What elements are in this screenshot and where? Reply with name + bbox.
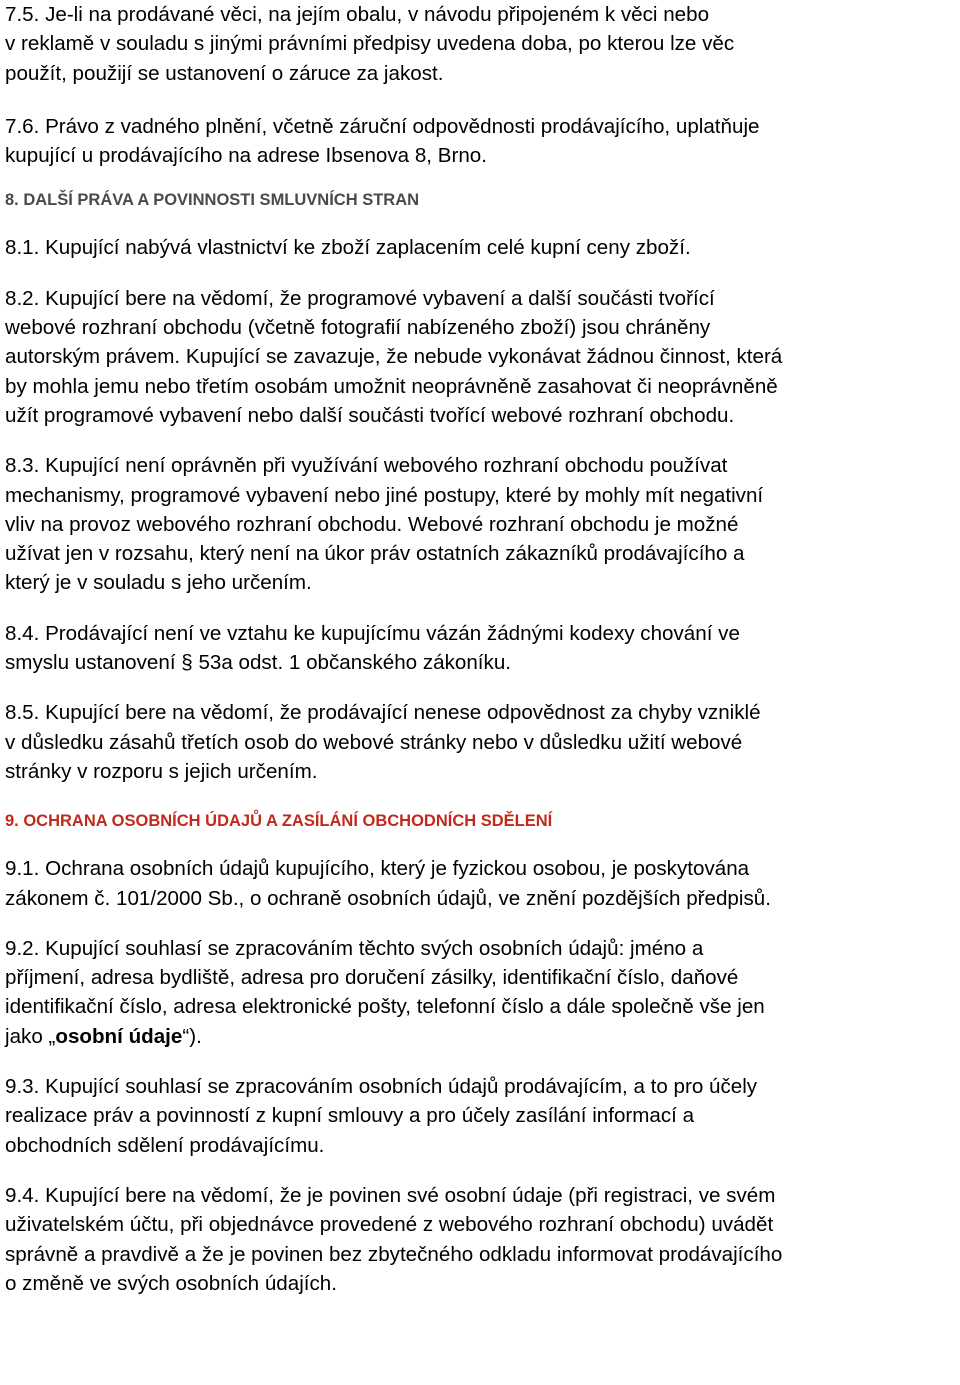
paragraph-8-2 xyxy=(5,284,957,430)
paragraph-9-3 xyxy=(5,1072,957,1160)
paragraph-line: 9.2. Kupující souhlasí se zpracováním těchto svých osobních údajů: jméno a xyxy=(5,936,704,960)
paragraph-line: 8.3. Kupující není oprávněn při využívání webového rozhraní obchodu používat xyxy=(5,454,728,478)
paragraph-9-2 xyxy=(5,934,957,1051)
paragraph-line: vliv na provoz webového rozhraní obchodu. Webové rozhraní obchodu je možné xyxy=(5,512,739,536)
bold-term: osobní údaje xyxy=(55,1024,183,1048)
paragraph-8-4 xyxy=(5,619,957,678)
paragraph-line: autorským právem. Kupující se zavazuje, že nebude vykonávat žádnou činnost, která xyxy=(5,345,783,369)
section-heading-8 xyxy=(5,189,957,211)
paragraph-line: 8.1. Kupující nabývá vlastnictví ke zboží zaplacením celé kupní ceny zboží. xyxy=(5,236,691,260)
paragraph-line: stránky v rozporu s jejich určením. xyxy=(5,759,318,783)
paragraph-line: 8.5. Kupující bere na vědomí, že prodávající nenese odpovědnost za chyby vzniklé xyxy=(5,701,761,725)
paragraph-line: správně a pravdivě a že je povinen bez zbytečného odkladu informovat prodávajícího xyxy=(5,1242,783,1266)
section-heading: 9. OCHRANA OSOBNÍCH ÚDAJŮ A ZASÍLÁNÍ OBCHODNÍCH SDĚLENÍ xyxy=(5,812,553,831)
paragraph-line: který je v souladu s jeho určením. xyxy=(5,571,312,595)
paragraph-line: 7.5. Je-li na prodávané věci, na jejím obalu, v návodu připojeném k věci nebo xyxy=(5,3,710,26)
paragraph-9-4 xyxy=(5,1181,957,1298)
text-span: “). xyxy=(182,1024,202,1048)
paragraph-line: smyslu ustanovení § 53a odst. 1 občanského zákoníku. xyxy=(5,651,512,675)
text-span: jako „ xyxy=(5,1024,56,1048)
paragraph-line: obchodních sdělení prodávajícímu. xyxy=(5,1133,325,1157)
paragraph-line: realizace práv a povinností z kupní smlouvy a pro účely zasílání informací a xyxy=(5,1104,695,1128)
paragraph-line: by mohla jemu nebo třetím osobám umožnit neoprávněně zasahovat či neoprávněně xyxy=(5,374,778,398)
document-page xyxy=(5,0,957,1298)
paragraph-line: příjmení, adresa bydliště, adresa pro doručení zásilky, identifikační číslo, daňové xyxy=(5,966,739,990)
paragraph-line: identifikační číslo, adresa elektronické pošty, telefonní číslo a dále společně vše jen xyxy=(5,995,765,1019)
paragraph-line: webové rozhraní obchodu (včetně fotografií nabízeného zboží) jsou chráněny xyxy=(5,316,711,340)
paragraph-9-1 xyxy=(5,854,957,913)
paragraph-line: 7.6. Právo z vadného plnění, včetně záruční odpovědnosti prodávajícího, uplatňuje xyxy=(5,114,760,138)
paragraph-line: uživatelském účtu, při objednávce provedené z webového rozhraní obchodu) uvádět xyxy=(5,1213,774,1237)
paragraph-line: mechanismy, programové vybavení nebo jiné postupy, které by mohly mít negativní xyxy=(5,483,764,507)
paragraph-line: 9.4. Kupující bere na vědomí, že je povinen své osobní údaje (při registraci, ve svém xyxy=(5,1183,776,1207)
paragraph-8-3 xyxy=(5,451,957,597)
paragraph-8-1 xyxy=(5,233,957,262)
paragraph-7-5 xyxy=(5,0,957,88)
paragraph-8-5 xyxy=(5,698,957,786)
paragraph-line: v reklamě v souladu s jinými právními předpisy uvedena doba, po kterou lze věc xyxy=(5,32,735,56)
paragraph-line xyxy=(5,1022,957,1051)
paragraph-line: užívat jen v rozsahu, který není na úkor práv ostatních zákazníků prodávajícího a xyxy=(5,542,745,566)
paragraph-line: o změně ve svých osobních údajích. xyxy=(5,1271,337,1295)
paragraph-7-6 xyxy=(5,112,957,171)
section-heading: 8. DALŠÍ PRÁVA A POVINNOSTI SMLUVNÍCH STRAN xyxy=(5,191,420,210)
paragraph-line: užít programové vybavení nebo další součásti tvořící webové rozhraní obchodu. xyxy=(5,403,735,427)
paragraph-line: 8.4. Prodávající není ve vztahu ke kupujícímu vázán žádnými kodexy chování ve xyxy=(5,621,740,645)
paragraph-line: 9.3. Kupující souhlasí se zpracováním osobních údajů prodávajícím, a to pro účely xyxy=(5,1075,758,1099)
paragraph-line: kupující u prodávajícího na adrese Ibsenova 8, Brno. xyxy=(5,144,487,168)
paragraph-line: zákonem č. 101/2000 Sb., o ochraně osobních údajů, ve znění pozdějších předpisů. xyxy=(5,886,771,910)
section-heading-9 xyxy=(5,810,957,832)
paragraph-line: 9.1. Ochrana osobních údajů kupujícího, který je fyzickou osobou, je poskytována xyxy=(5,857,750,881)
paragraph-line: 8.2. Kupující bere na vědomí, že programové vybavení a další součásti tvořící xyxy=(5,286,715,310)
paragraph-line: použít, použijí se ustanovení o záruce za jakost. xyxy=(5,61,444,85)
paragraph-line: v důsledku zásahů třetích osob do webové stránky nebo v důsledku užití webové xyxy=(5,730,743,754)
